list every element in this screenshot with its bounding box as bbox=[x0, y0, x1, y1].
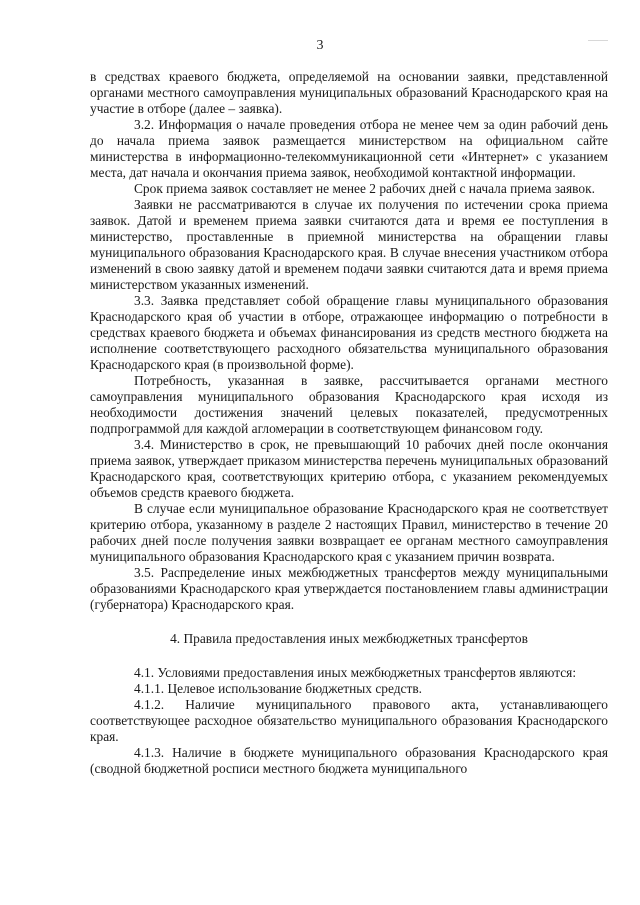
paragraph: в средствах краевого бюджета, определяемой на основании заявки, представленной органами местного самоуправления муниципальных образований Краснодарского края на участие в отборе (далее – заявка). bbox=[90, 69, 608, 116]
document-body bbox=[90, 69, 608, 777]
paragraph: 3.5. Распределение иных межбюджетных трансфертов между муниципальными образованиями Краснодарского края утверждается постановлением главы администрации (губернатора) Краснодарского края. bbox=[90, 565, 608, 612]
paragraph: 4.1.3. Наличие в бюджете муниципального образования Краснодарского края (сводной бюджетной росписи местного бюджета муниципального bbox=[90, 745, 608, 776]
paragraph: 3.4. Министерство в срок, не превышающий 10 рабочих дней после окончания приема заявок, утверждает приказом министерства перечень муниципальных образований Краснодарского края, соответствующих критерию отбора, с указанием рекомендуемых объемов средств краевого бюджета. bbox=[90, 437, 608, 500]
paragraph: Срок приема заявок составляет не менее 2 рабочих дней с начала приема заявок. bbox=[134, 181, 595, 196]
paragraph: Потребность, указанная в заявке, рассчитывается органами местного самоуправления муниципального образования Краснодарского края исходя из необходимости достижения значений целевых показателей, предусмотренных подпрограммой для каждой агломерации в соответствующем финансовом году. bbox=[90, 373, 608, 436]
paragraph: 4.1.1. Целевое использование бюджетных средств. bbox=[134, 681, 423, 696]
section-heading: 4. Правила предоставления иных межбюджетных трансфертов bbox=[170, 631, 528, 646]
paragraph: 3.2. Информация о начале проведения отбора не менее чем за один рабочий день до начала приема заявок размещается министерством на официальном сайте министерства в информационно-телекоммуникационной сети «Интернет» с указанием места, дат начала и окончания приема заявок, необходимой контактной информации. bbox=[90, 117, 608, 180]
paragraph: 3.3. Заявка представляет собой обращение главы муниципального образования Краснодарского края об участии в отборе, отражающее информацию о потребности в средствах краевого бюджета и объемах финансирования из средств местного бюджета на исполнение соответствующего расходного обязательства муниципального образования Краснодарского края (в произвольной форме). bbox=[90, 293, 608, 372]
paragraph: 4.1.2. Наличие муниципального правового акта, устанавливающего соответствующее расходное обязательство муниципального образования Краснодарского края. bbox=[90, 697, 608, 744]
paragraph: 4.1. Условиями предоставления иных межбюджетных трансфертов являются: bbox=[134, 665, 577, 680]
scan-mark bbox=[588, 40, 608, 45]
page-number: 3 bbox=[316, 38, 324, 53]
paragraph: В случае если муниципальное образование Краснодарского края не соответствует критерию отбора, указанному в разделе 2 настоящих Правил, министерство в течение 20 рабочих дней после получения заявки возвращает ее органам местного самоуправления муниципального образования Краснодарского края с указанием причин возврата. bbox=[90, 501, 608, 564]
paragraph: Заявки не рассматриваются в случае их получения по истечении срока приема заявок. Датой и временем приема заявки считаются дата и время ее поступления в министерство, проставленные в приемной министерства на обращении главы муниципального образования Краснодарского края. В случае внесения участником отбора изменений в свою заявку датой и временем подачи заявки считаются дата и время приема министерством указанных изменений. bbox=[90, 197, 608, 292]
